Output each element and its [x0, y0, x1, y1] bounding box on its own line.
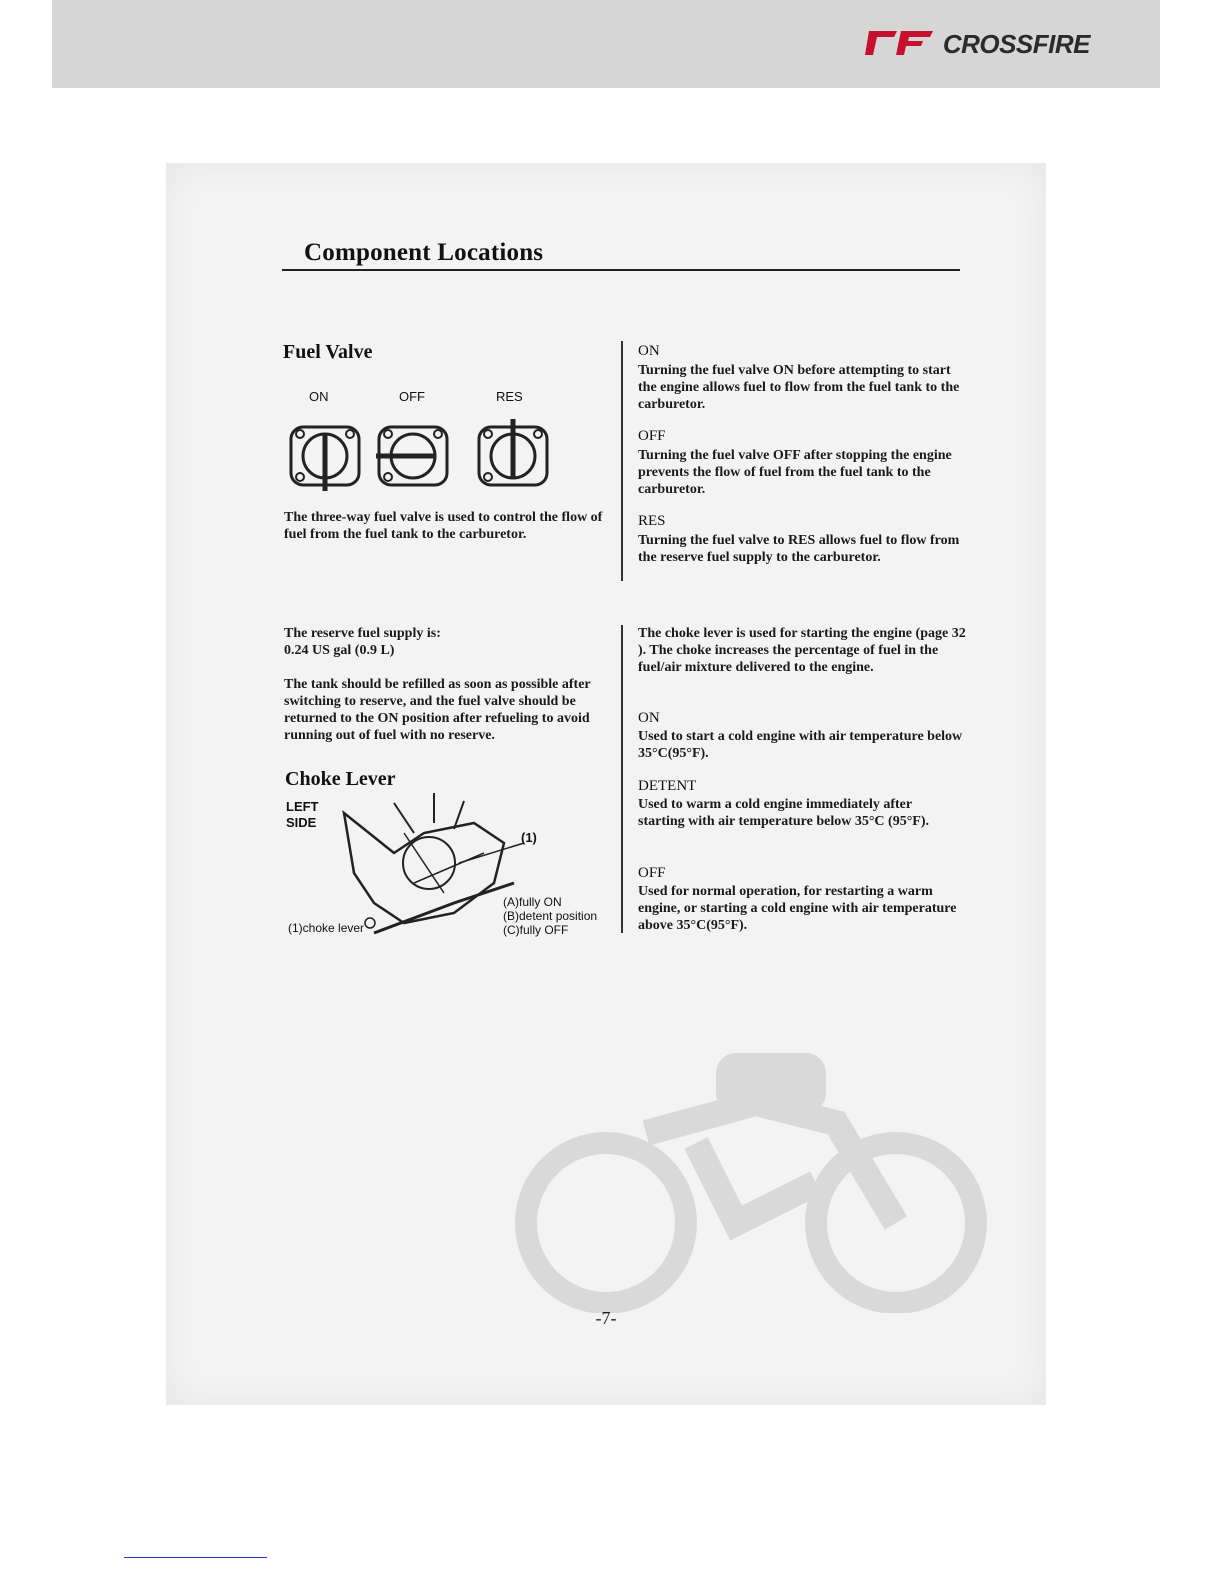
fuel-valve-description: The three-way fuel valve is used to control the flow of fuel from the fuel tank to the carburetor.	[284, 510, 603, 542]
page-title: Component Locations	[304, 239, 544, 266]
fuel-off-heading: OFF	[638, 428, 666, 444]
column-divider-top	[621, 341, 623, 581]
reserve-supply-label: The reserve fuel supply is:	[284, 626, 441, 641]
fuel-valve-title: Fuel Valve	[283, 341, 373, 363]
choke-off-heading: OFF	[638, 865, 666, 881]
choke-detent-heading: DETENT	[638, 778, 697, 794]
valve-label-res: RES	[496, 389, 523, 404]
fuel-valve-on-diagram	[288, 419, 362, 493]
choke-off-text: Used for normal operation, for restarting a warm engine, or starting a cold engine with air temperature above 35°C(95°F).	[638, 884, 957, 933]
valve-label-off: OFF	[399, 389, 425, 404]
brand-logo	[863, 26, 1090, 62]
title-rule	[282, 269, 960, 271]
choke-on-text: Used to start a cold engine with air temperature below 35°C(95°F).	[638, 729, 963, 761]
choke-part-label: (1)choke lever	[288, 921, 365, 935]
column-divider-bottom	[621, 625, 623, 933]
left-side-label-1: LEFT	[286, 799, 319, 814]
fuel-on-text: Turning the fuel valve ON before attempting to start the engine allows fuel to flow from the fuel tank to the carburetor.	[638, 363, 960, 412]
background-motorbike-image	[496, 983, 1016, 1313]
valve-label-on: ON	[309, 389, 329, 404]
fuel-res-text: Turning the fuel valve to RES allows fuel to flow from the reserve fuel supply to the carburetor.	[638, 533, 960, 565]
choke-position-b: (B)detent position	[503, 909, 598, 923]
fuel-valve-res-diagram	[476, 419, 550, 493]
brand-name: CROSSFIRE	[942, 28, 1090, 59]
crossfire-logo-icon	[863, 27, 935, 61]
header-band	[52, 0, 1160, 88]
reserve-supply-value: 0.24 US gal (0.9 L)	[284, 643, 395, 658]
fuel-off-text: Turning the fuel valve OFF after stopping the engine prevents the flow of fuel from the fuel tank to the carburetor.	[638, 448, 952, 497]
left-side-label-2: SIDE	[286, 815, 317, 830]
choke-intro: The choke lever is used for starting the engine (page 32 ). The choke increases the percentage of fuel in the fuel/air mixture delivered to the engine.	[638, 626, 966, 675]
choke-callout-1: (1)	[521, 830, 537, 845]
choke-position-a: (A)fully ON	[503, 895, 562, 909]
choke-on-heading: ON	[638, 710, 660, 726]
fuel-valve-off-diagram	[376, 419, 450, 493]
fuel-on-heading: ON	[638, 343, 660, 359]
choke-lever-title: Choke Lever	[285, 768, 396, 790]
footer-link-underline[interactable]	[124, 1557, 267, 1558]
refill-note: The tank should be refilled as soon as possible after switching to reserve, and the fuel valve should be returned to the ON position after refueling to avoid running out of fuel with no reserve.	[284, 677, 591, 743]
fuel-res-heading: RES	[638, 513, 666, 529]
choke-detent-text: Used to warm a cold engine immediately after starting with air temperature below 35°C (95°F).	[638, 797, 930, 829]
scanned-manual-page	[166, 163, 1046, 1405]
page-number: -7-	[595, 1308, 617, 1328]
choke-position-c: (C)fully OFF	[503, 923, 569, 937]
